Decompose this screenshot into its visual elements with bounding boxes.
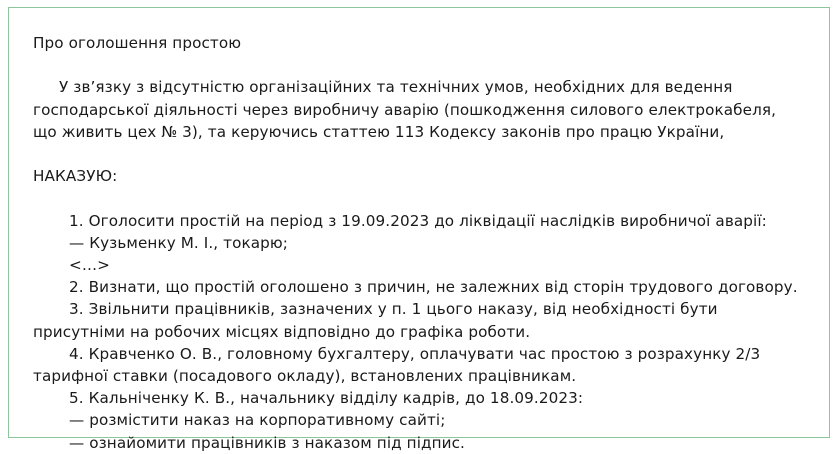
item-3-line-2: присутніми на робочих місцях відповідно до графіка роботи. [33, 322, 531, 341]
item-4-line-1: 4. Кравченко О. В., головному бухгалтеру, оплачувати час простою з розрахунку 2/3 [69, 344, 761, 363]
item-5-subitem-2: — ознайомити працівників з наказом під підпис. [69, 433, 465, 452]
item-5-subitem-1: — розмістити наказ на корпоративному сайті; [69, 411, 446, 430]
item-5: 5. Кальніченку К. В., начальнику відділу кадрів, до 18.09.2023: [69, 389, 584, 408]
preamble-line-3: що живить цех № 3), та керуючись статтею 113 Кодексу законів про працю України, [33, 122, 725, 141]
spacer [33, 143, 818, 165]
item-4-line-2: тарифної ставки (посадового окладу), встановлених працівникам. [33, 367, 577, 385]
order-word: НАКАЗУЮ: [33, 167, 118, 186]
spacer [33, 187, 818, 209]
item-1-subitem-1: — Кузьменку М. І., токарю; [69, 233, 289, 252]
preamble-line-1: У зв’язку з відсутністю організаційних та технічних умов, необхідних для ведення [59, 78, 733, 97]
order-document [33, 32, 818, 454]
item-1: 1. Оголосити простій на період з 19.09.2023 до ліквідації наслідків виробничої аварії: [69, 211, 767, 230]
item-3-line-1: 3. Звільнити працівників, зазначених у п. 1 цього наказу, від необхідності бути [69, 300, 718, 319]
document-title: Про оголошення простою [33, 34, 242, 52]
item-1-subitem-2: <…> [69, 255, 110, 274]
spacer [33, 54, 818, 76]
item-2: 2. Визнати, що простій оголошено з причин, не залежних від сторін трудового договору. [69, 278, 798, 297]
document-frame [8, 7, 830, 452]
preamble-line-2: господарської діяльності через виробничу аварію (пошкодження силового електрокабеля, [33, 100, 777, 119]
